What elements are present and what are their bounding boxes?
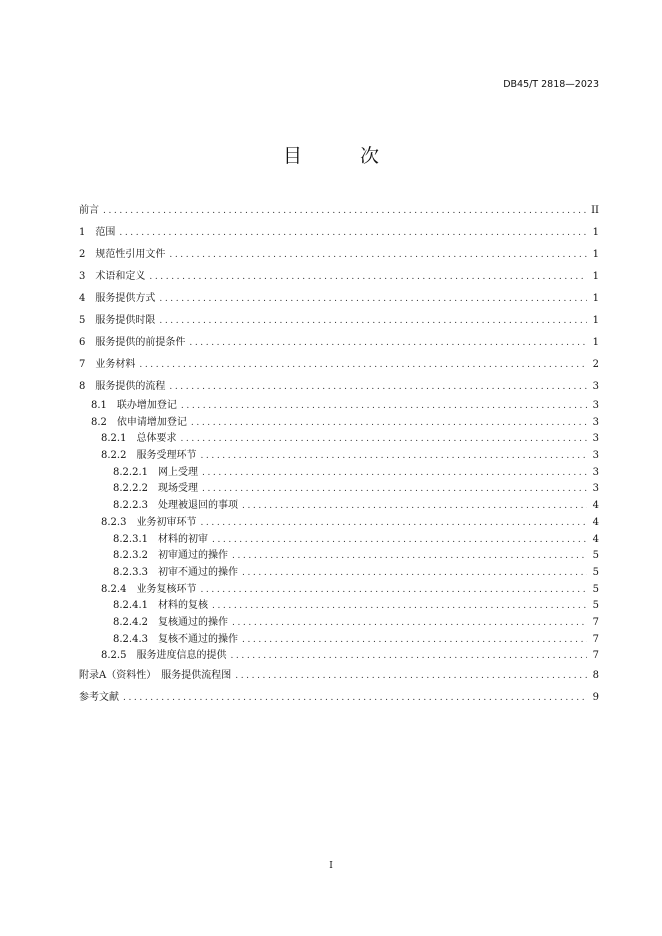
toc-entry-label: 2 规范性引用文件 <box>79 249 166 260</box>
toc-entry[interactable] <box>79 222 599 244</box>
toc-leader-dots <box>200 448 587 465</box>
toc-entry-label: 7 业务材料 <box>79 359 136 370</box>
toc-entry[interactable] <box>79 244 599 266</box>
toc-leader-dots <box>230 648 587 665</box>
toc-entry-page: 1 <box>592 271 599 282</box>
toc-entry[interactable] <box>79 481 599 498</box>
toc-entry[interactable] <box>79 548 599 565</box>
toc-entry-label: 8.2.2.1 网上受理 <box>113 466 198 478</box>
toc-entry-page: 4 <box>592 533 599 545</box>
toc-entry-label: 8.2.1 总体要求 <box>101 433 177 445</box>
page-title: 目 次 <box>282 145 406 167</box>
toc-entry-label: 8.2.2 服务受理环节 <box>101 450 197 462</box>
toc-entry-page: 3 <box>592 433 599 445</box>
toc-leader-dots <box>149 266 587 288</box>
toc-leader-dots <box>169 376 587 398</box>
toc-entry[interactable] <box>79 615 599 632</box>
toc-entry-label: 8.2.3.1 材料的初审 <box>113 533 208 545</box>
toc-leader-dots <box>232 615 587 632</box>
toc-entry-label: 8.2.3.2 初审通过的操作 <box>113 550 228 562</box>
toc-entry-label: 附录A（资料性） 服务提供流程图 <box>79 670 232 681</box>
toc-entry-page: 1 <box>592 249 599 260</box>
toc-entry-page: 3 <box>592 381 599 392</box>
toc-entry-page: 1 <box>592 227 599 238</box>
toc-entry-page: 5 <box>592 600 599 612</box>
toc-entry[interactable] <box>79 266 599 288</box>
toc-leader-dots <box>232 548 587 565</box>
toc-entry-label: 8.2 依申请增加登记 <box>91 416 187 428</box>
toc-entry-label: 1 范围 <box>79 227 116 238</box>
toc-entry[interactable] <box>79 354 599 376</box>
document-code: DB45/T 2818—2023 <box>503 79 599 90</box>
toc-entry[interactable] <box>79 648 599 665</box>
toc-entry[interactable] <box>79 448 599 465</box>
toc-entry-label: 8.2.3.3 初审不通过的操作 <box>113 566 238 578</box>
toc-entry[interactable] <box>79 598 599 615</box>
toc-leader-dots <box>202 465 587 482</box>
toc-entry[interactable] <box>79 200 599 222</box>
toc-entry[interactable] <box>79 431 599 448</box>
toc-entry[interactable] <box>79 398 599 415</box>
toc-entry-page: 3 <box>592 483 599 495</box>
toc-entry[interactable] <box>79 632 599 649</box>
toc-entry[interactable] <box>79 687 599 709</box>
toc-entry-label: 8.2.4.2 复核通过的操作 <box>113 616 228 628</box>
page-number: I <box>329 861 333 871</box>
toc-entry-page: 5 <box>592 566 599 578</box>
toc-entry-page: 3 <box>592 466 599 478</box>
toc-leader-dots <box>235 665 587 687</box>
toc-leader-dots <box>212 532 587 549</box>
toc-entry-label: 8.2.2.3 处理被退回的事项 <box>113 500 238 512</box>
toc-entry-page: 8 <box>592 670 599 681</box>
toc-entry-page: 4 <box>592 500 599 512</box>
toc-leader-dots <box>119 222 587 244</box>
toc-entry-page: 5 <box>592 550 599 562</box>
toc-entry[interactable] <box>79 515 599 532</box>
toc-entry-label: 8.2.5 服务进度信息的提供 <box>101 650 227 662</box>
toc-entry-label: 8.2.2.2 现场受理 <box>113 483 198 495</box>
toc-leader-dots <box>180 431 587 448</box>
toc-entry-label: 4 服务提供方式 <box>79 293 156 304</box>
toc-leader-dots <box>200 582 587 599</box>
toc-leader-dots <box>202 481 587 498</box>
toc-leader-dots <box>159 288 587 310</box>
toc-entry[interactable] <box>79 288 599 310</box>
toc-leader-dots <box>242 498 587 515</box>
table-of-contents <box>79 200 599 709</box>
toc-leader-dots <box>212 598 587 615</box>
toc-entry-page: 4 <box>592 516 599 528</box>
toc-entry-label: 6 服务提供的前提条件 <box>79 337 186 348</box>
toc-leader-dots <box>189 332 587 354</box>
toc-entry-label: 3 术语和定义 <box>79 271 146 282</box>
toc-entry-label: 前言 <box>79 205 99 216</box>
toc-entry-page: II <box>591 205 599 216</box>
toc-entry-label: 8 服务提供的流程 <box>79 381 166 392</box>
toc-entry[interactable] <box>79 565 599 582</box>
toc-leader-dots <box>191 415 587 432</box>
toc-leader-dots <box>123 687 587 709</box>
toc-entry-label: 参考文献 <box>79 692 119 703</box>
toc-entry[interactable] <box>79 415 599 432</box>
toc-leader-dots <box>159 310 587 332</box>
toc-entry[interactable] <box>79 332 599 354</box>
toc-leader-dots <box>103 200 587 222</box>
toc-entry-page: 1 <box>592 315 599 326</box>
toc-entry-label: 8.2.3 业务初审环节 <box>101 516 197 528</box>
toc-leader-dots <box>169 244 587 266</box>
toc-entry[interactable] <box>79 532 599 549</box>
toc-entry-page: 5 <box>592 583 599 595</box>
toc-leader-dots <box>200 515 587 532</box>
toc-entry-page: 7 <box>592 633 599 645</box>
toc-entry-page: 1 <box>592 293 599 304</box>
toc-leader-dots <box>242 632 587 649</box>
toc-entry-page: 3 <box>592 400 599 411</box>
toc-entry[interactable] <box>79 465 599 482</box>
toc-entry-label: 5 服务提供时限 <box>79 315 156 326</box>
toc-entry[interactable] <box>79 310 599 332</box>
toc-entry-page: 9 <box>592 692 599 703</box>
toc-entry-label: 8.2.4.1 材料的复核 <box>113 600 208 612</box>
toc-entry[interactable] <box>79 498 599 515</box>
toc-entry-page: 1 <box>592 337 599 348</box>
toc-leader-dots <box>139 354 587 376</box>
toc-entry[interactable] <box>79 582 599 599</box>
toc-leader-dots <box>242 565 587 582</box>
toc-entry-page: 3 <box>592 450 599 462</box>
toc-entry-page: 2 <box>592 359 599 370</box>
toc-entry-page: 3 <box>592 416 599 428</box>
toc-entry-label: 8.2.4 业务复核环节 <box>101 583 197 595</box>
toc-entry-label: 8.1 联办增加登记 <box>91 400 177 411</box>
toc-entry-label: 8.2.4.3 复核不通过的操作 <box>113 633 238 645</box>
toc-entry[interactable] <box>79 665 599 687</box>
toc-entry[interactable] <box>79 376 599 398</box>
toc-leader-dots <box>181 398 587 415</box>
toc-entry-page: 7 <box>592 650 599 662</box>
toc-entry-page: 7 <box>592 616 599 628</box>
